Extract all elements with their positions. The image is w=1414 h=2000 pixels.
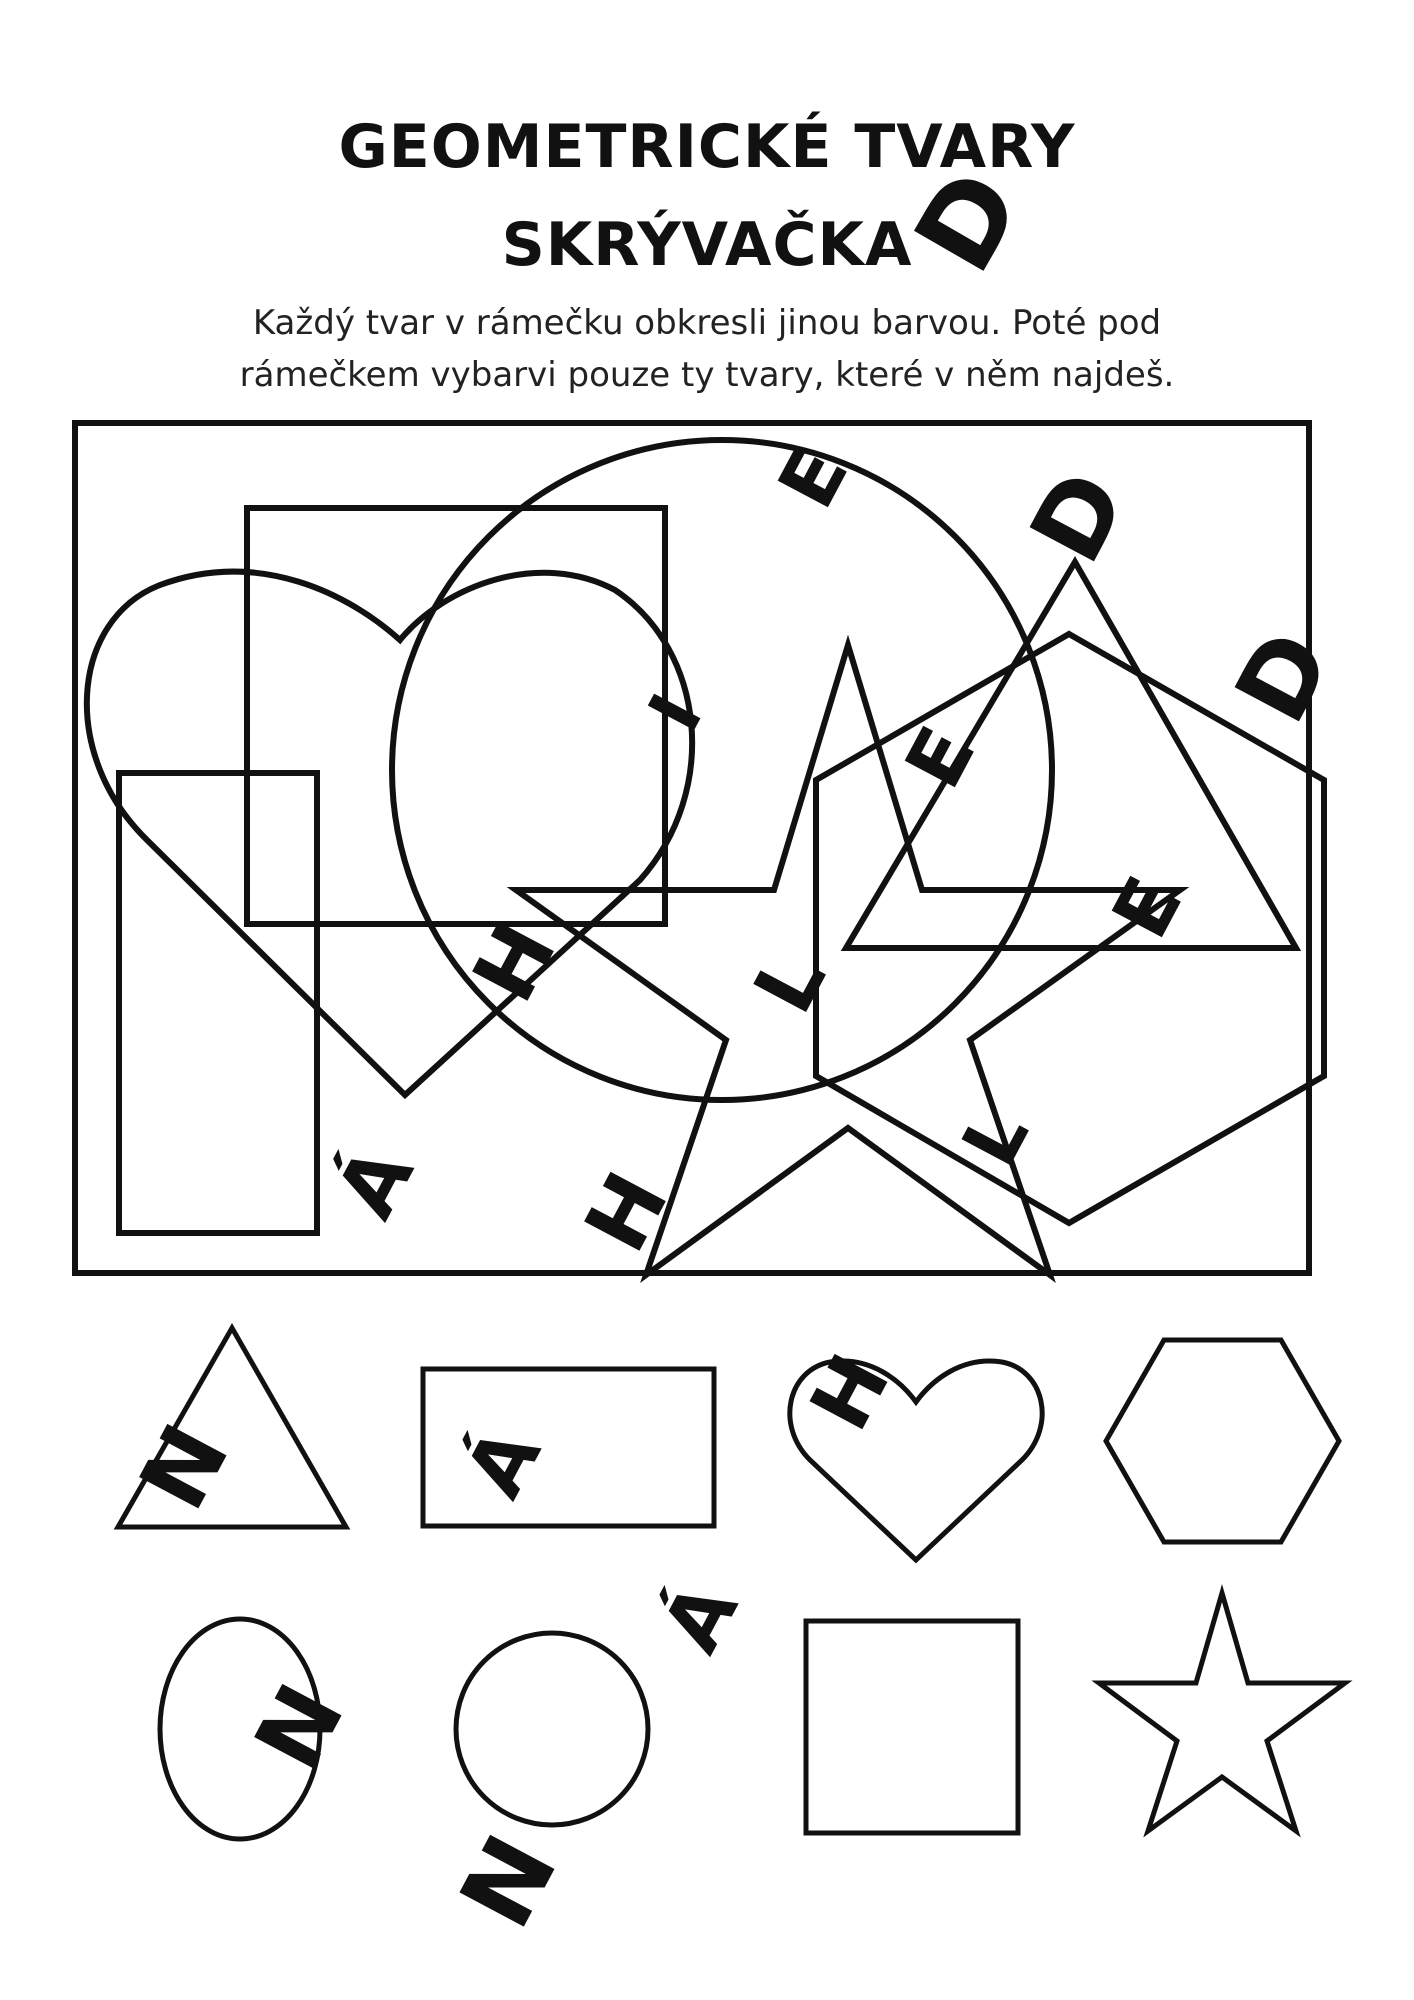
frame-letter: E [1095,863,1201,953]
answer-star[interactable] [1099,1593,1345,1831]
frame-letter: D [1007,452,1150,581]
instruction-line-2: rámečkem vybarvi pouze ty tvary, které v něm najdeš. [239,355,1175,395]
answer-circle[interactable] [456,1633,648,1825]
option-letter: Á [644,1568,756,1667]
option-letter: N [437,1817,580,1947]
answer-square[interactable] [806,1621,1018,1833]
frame-hexagon [816,634,1324,1223]
overlapping-shapes [87,440,1324,1275]
frame-letter: E [761,433,867,523]
page-title: GEOMETRICKÉ TVARY [338,112,1076,182]
frame-heart [87,572,692,1095]
frame-letter: H [566,1157,689,1268]
frame-letter: D [1212,612,1355,741]
option-letter: H [792,1340,909,1446]
frame-letter: L [736,937,845,1029]
title-hidden-letter: D [890,149,1047,293]
option-letter: N [119,1408,250,1527]
frame-letter: Á [318,1132,433,1233]
page-subtitle: SKRÝVAČKA [501,210,913,280]
frame-letter: H [454,907,577,1018]
answer-hexagon[interactable] [1106,1340,1339,1542]
frame-letter: E [888,713,994,803]
frame-letter: L [944,1095,1046,1180]
option-letter: Á [447,1413,559,1512]
frame-letter: I [631,680,719,744]
instruction-line-1: Každý tvar v rámečku obkresli jinou barvou. Poté pod [252,303,1162,343]
option-letter: N [234,1668,365,1787]
